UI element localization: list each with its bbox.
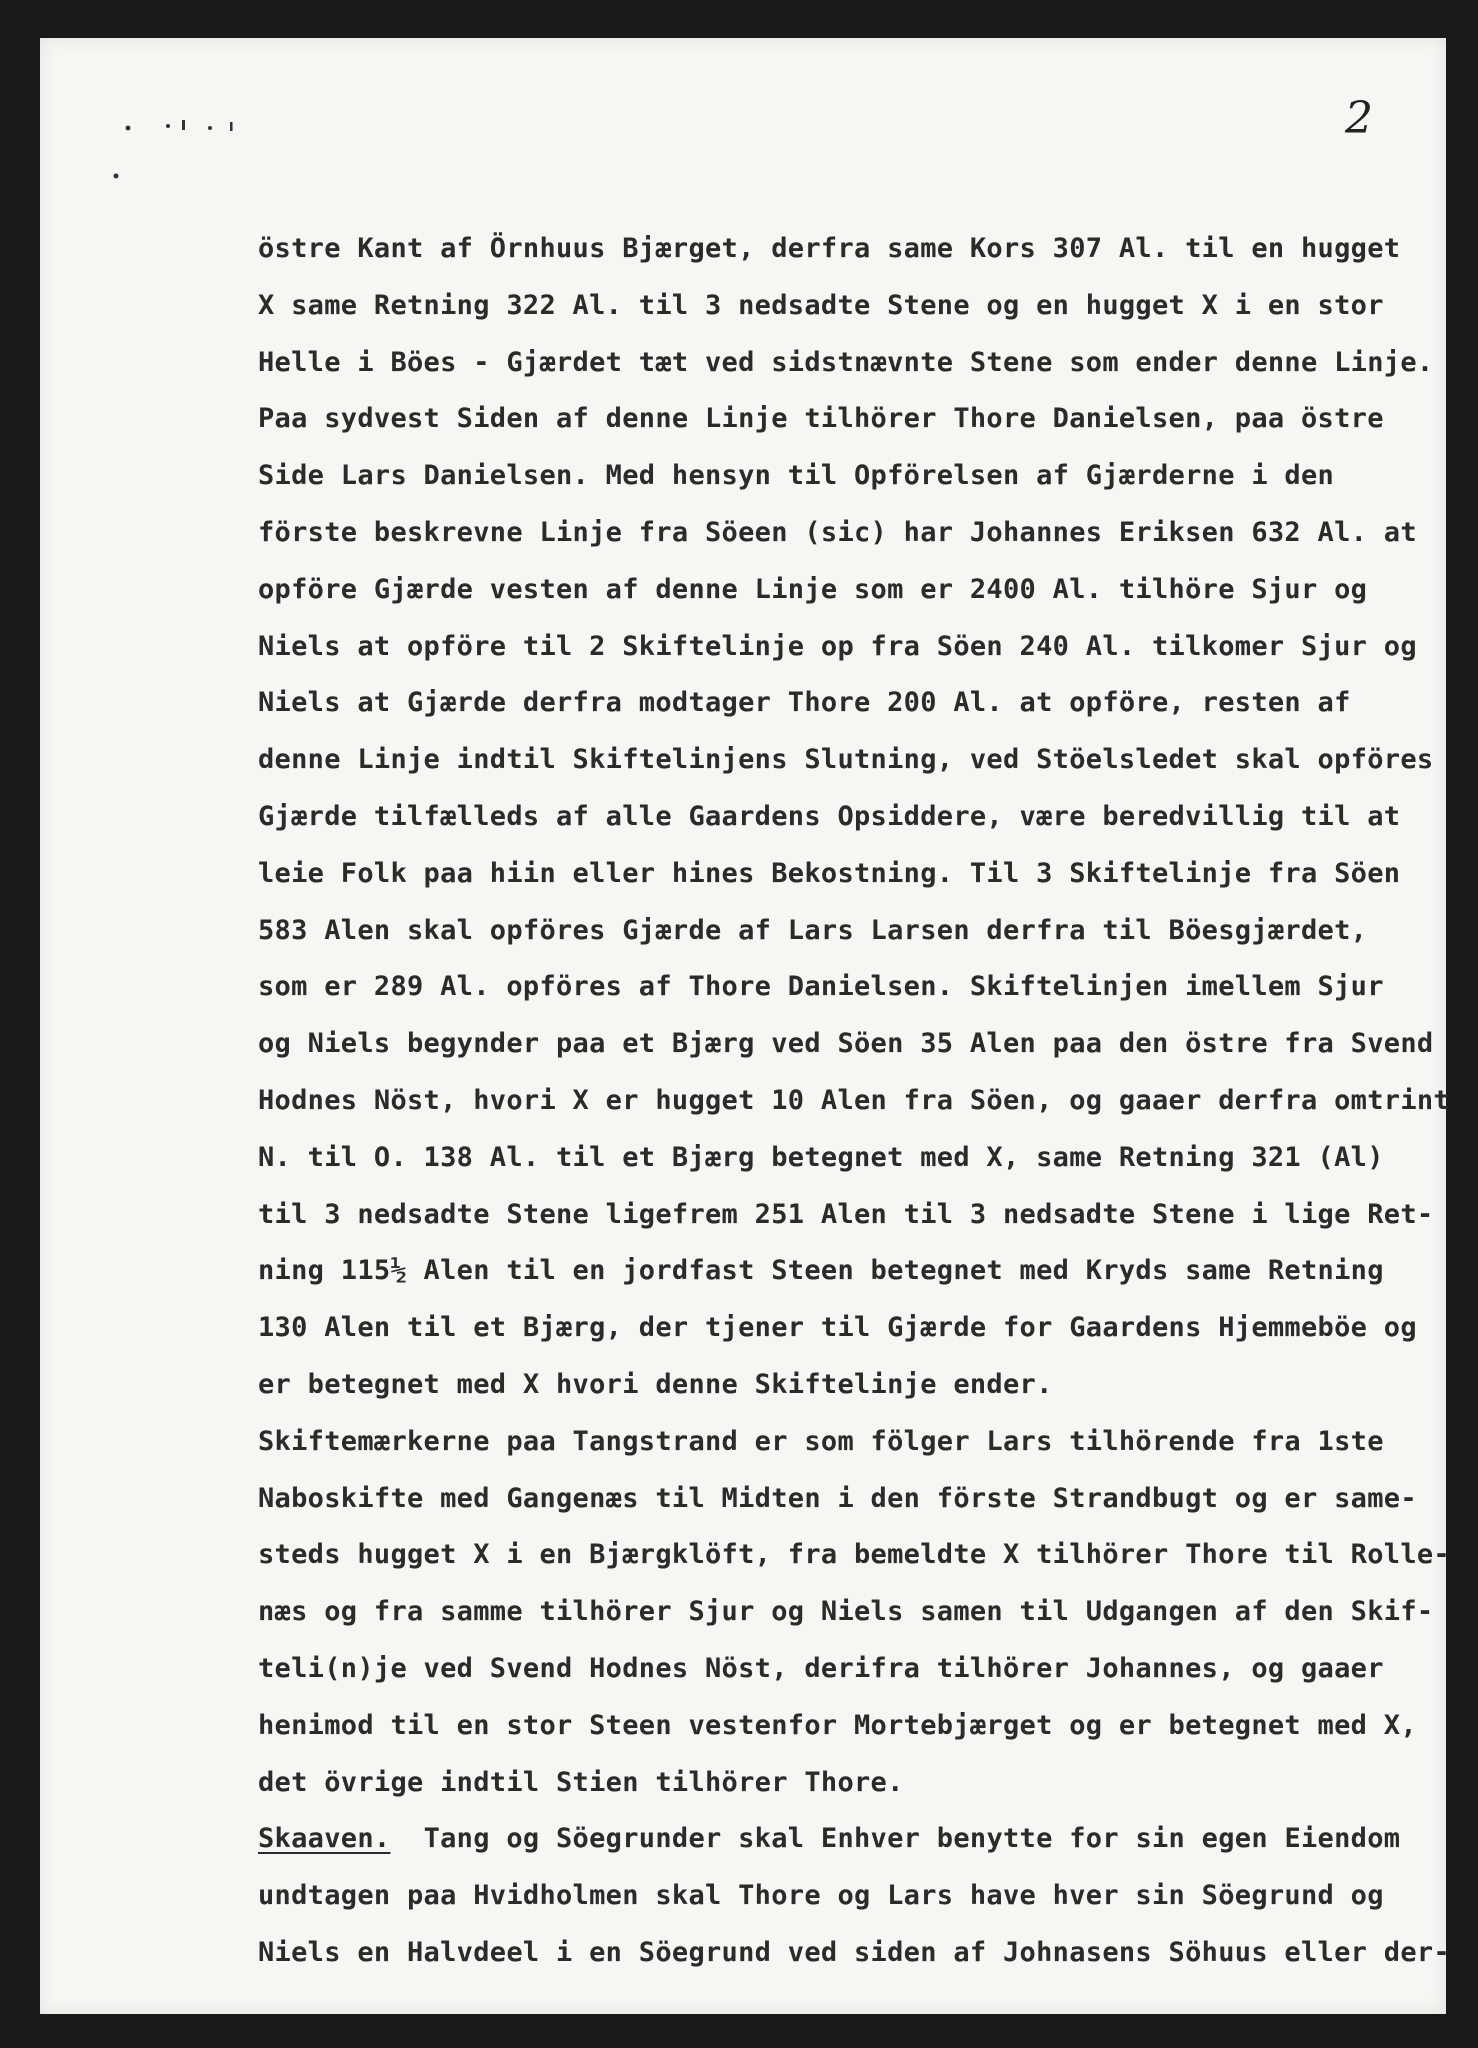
text-line: X same Retning 322 Al. til 3 nedsadte Stene og en hugget X i en stor bbox=[258, 289, 1384, 321]
text-line: Niels at Gjærde derfra modtager Thore 200 Al. at opföre, resten af bbox=[258, 687, 1351, 719]
text-line: ning 115½ Alen til en jordfast Steen betegnet med Kryds same Retning bbox=[258, 1255, 1384, 1287]
text-line: er betegnet med X hvori denne Skiftelinje ender. bbox=[258, 1368, 1053, 1400]
text-line: henimod til en stor Steen vestenfor Mortebjærget og er betegnet med X, bbox=[258, 1709, 1417, 1741]
page-number: 2 bbox=[1345, 93, 1373, 144]
text-line: Niels en Halvdeel i en Söegrund ved siden af Johnasens Söhuus eller der- bbox=[258, 1936, 1450, 1968]
document-page bbox=[40, 38, 1450, 2014]
text-line: til 3 nedsadte Stene ligefrem 251 Alen til 3 nedsadte Stene i lige Ret- bbox=[258, 1198, 1434, 1230]
section-heading: Skaaven. bbox=[258, 1823, 391, 1855]
text-line: undtagen paa Hvidholmen skal Thore og Lars have hver sin Söegrund og bbox=[258, 1880, 1384, 1912]
text-line: Paa sydvest Siden af denne Linje tilhörer Thore Danielsen, paa östre bbox=[258, 403, 1384, 435]
text-line: denne Linje indtil Skiftelinjens Slutning, ved Stöelsledet skal opföres bbox=[258, 744, 1434, 776]
text-line: steds hugget X i en Bjærgklöft, fra bemeldte X tilhörer Thore til Rolle- bbox=[258, 1539, 1450, 1571]
text-line: det övrige indtil Stien tilhörer Thore. bbox=[258, 1766, 904, 1798]
text-line: leie Folk paa hiin eller hines Bekostning. Til 3 Skiftelinje fra Söen bbox=[258, 857, 1401, 889]
text-line: östre Kant af Örnhuus Bjærget, derfra same Kors 307 Al. til en hugget bbox=[258, 233, 1401, 264]
stray-ink-marks bbox=[110, 118, 270, 188]
text-line: Side Lars Danielsen. Med hensyn til Opförelsen af Gjærderne i den bbox=[258, 460, 1335, 492]
text-line: N. til O. 138 Al. til et Bjærg betegnet med X, same Retning 321 (Al) bbox=[258, 1141, 1384, 1173]
text-line: Hodnes Nöst, hvori X er hugget 10 Alen fra Söen, og gaaer derfra omtrint bbox=[258, 1084, 1450, 1116]
text-line: og Niels begynder paa et Bjærg ved Söen 35 Alen paa den östre fra Svend bbox=[258, 1028, 1434, 1060]
text-line: Helle i Böes - Gjærdet tæt ved sidstnævnte Stene som ender denne Linje. bbox=[258, 346, 1434, 378]
section-first-line bbox=[258, 1811, 1478, 1868]
text-line: opföre Gjærde vesten af denne Linje som er 2400 Al. tilhöre Sjur og bbox=[258, 573, 1368, 605]
text-line: 130 Alen til et Bjærg, der tjener til Gjærde for Gaardens Hjemmeböe og bbox=[258, 1312, 1417, 1344]
text-line: 583 Alen skal opföres Gjærde af Lars Larsen derfra til Böesgjærdet, bbox=[258, 914, 1368, 946]
text-line: Niels at opföre til 2 Skiftelinje op fra Söen 240 Al. tilkomer Sjur og bbox=[258, 630, 1417, 662]
text-line: Naboskifte med Gangenæs til Midten i den förste Strandbugt og er same- bbox=[258, 1482, 1417, 1514]
text-line: teli(n)je ved Svend Hodnes Nöst, derifra tilhörer Johannes, og gaaer bbox=[258, 1652, 1384, 1684]
text-line: förste beskrevne Linje fra Söeen (sic) har Johannes Eriksen 632 Al. at bbox=[258, 516, 1417, 548]
section-heading-rest: Tang og Söegrunder skal Enhver benytte for sin egen Eiendom bbox=[390, 1823, 1401, 1855]
text-line: Gjærde tilfælleds af alle Gaardens Opsiddere, være beredvillig til at bbox=[258, 800, 1401, 832]
text-line: næs og fra samme tilhörer Sjur og Niels samen til Udgangen af den Skif- bbox=[258, 1596, 1434, 1628]
typed-text-body bbox=[258, 221, 1478, 1982]
text-line: Skiftemærkerne paa Tangstrand er som fölger Lars tilhörende fra 1ste bbox=[258, 1425, 1384, 1457]
text-line: som er 289 Al. opföres af Thore Danielsen. Skiftelinjen imellem Sjur bbox=[258, 971, 1384, 1003]
